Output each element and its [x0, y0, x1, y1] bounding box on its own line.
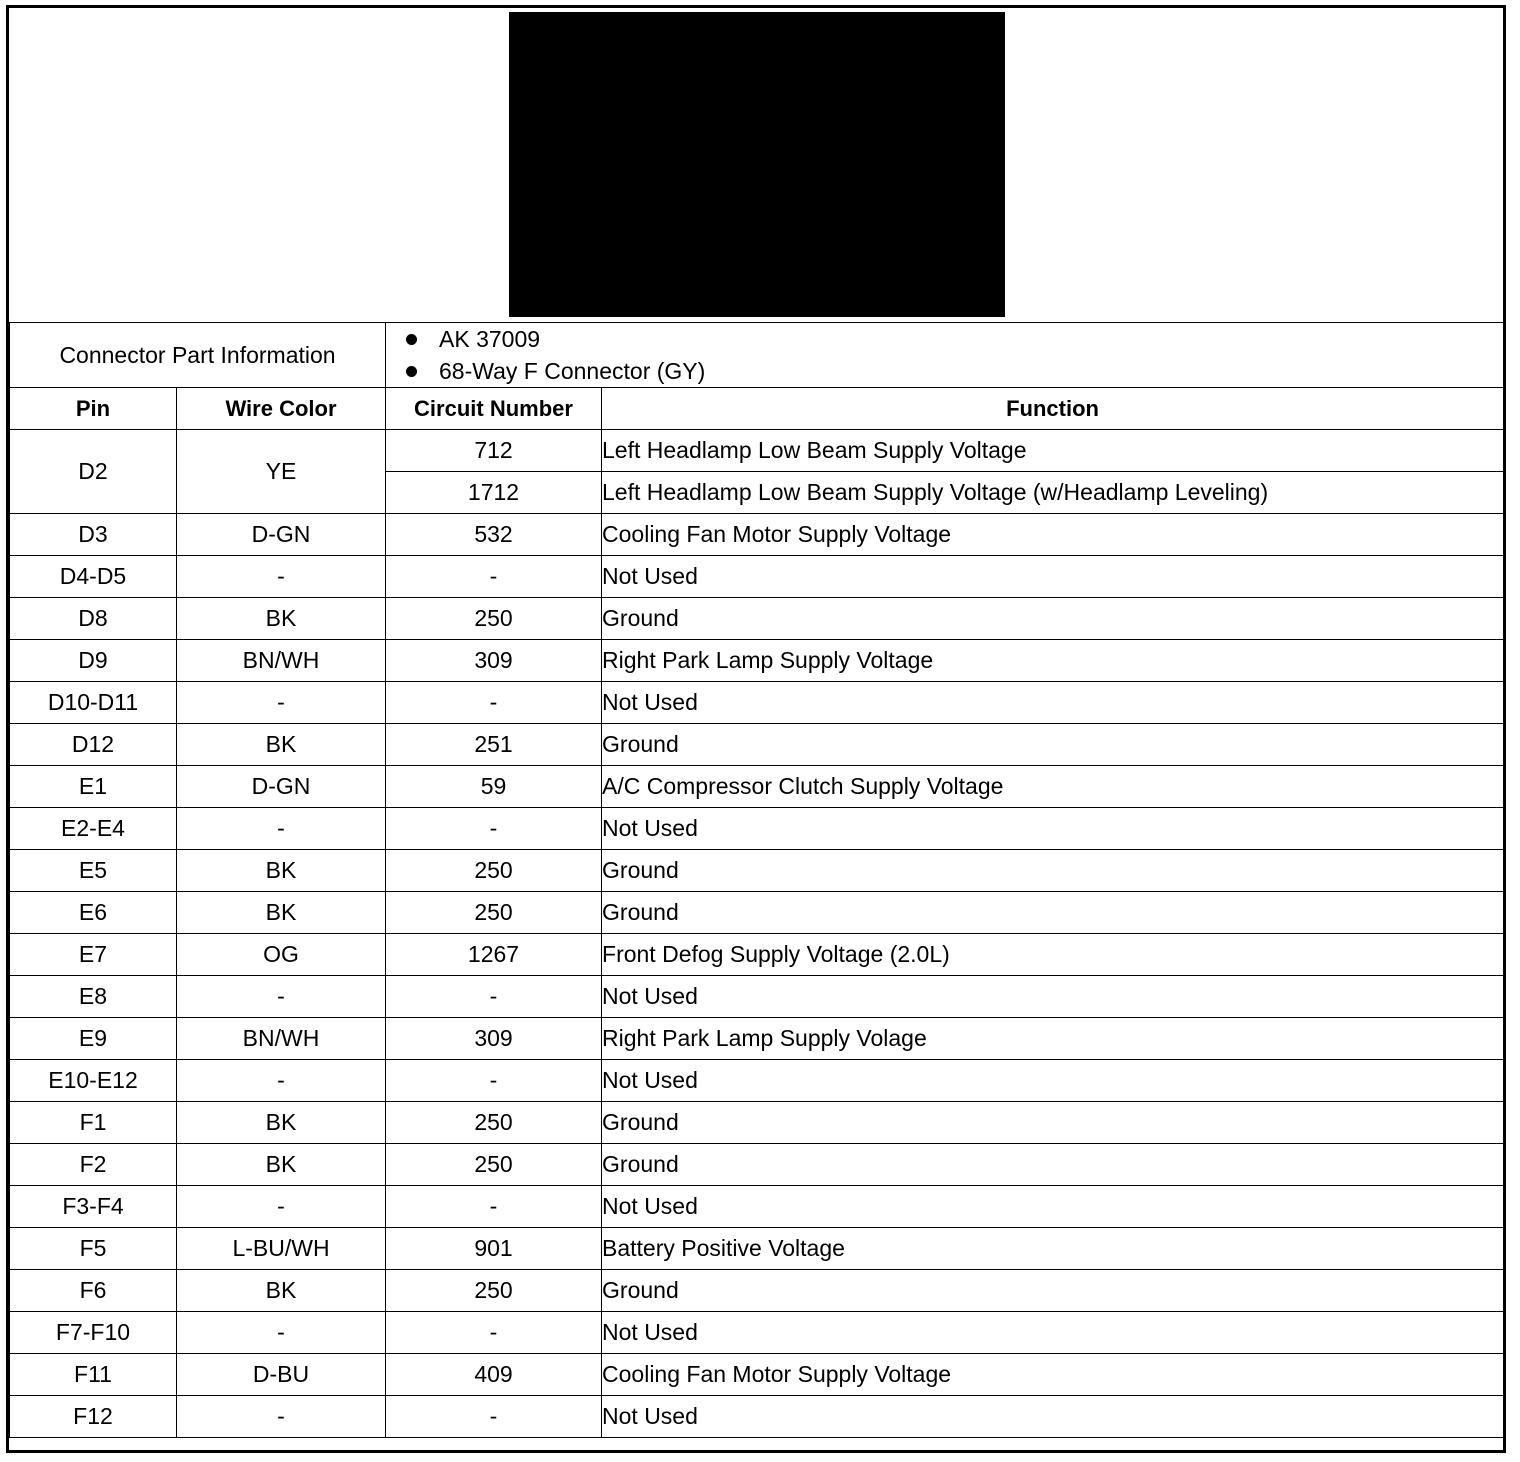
- table-row: [10, 1102, 1504, 1144]
- pin-cell: E10-E12: [10, 1060, 177, 1102]
- pin-cell: D12: [10, 724, 177, 766]
- function-cell: Ground: [602, 724, 1504, 766]
- table-row: [10, 514, 1504, 556]
- circuit-number-cell: 1267: [386, 934, 602, 976]
- pin-cell: D4-D5: [10, 556, 177, 598]
- table-row: [10, 1186, 1504, 1228]
- pin-cell: E6: [10, 892, 177, 934]
- connector-info-row: [10, 323, 1504, 388]
- function-cell: Ground: [602, 598, 1504, 640]
- circuit-number-cell: -: [386, 1396, 602, 1438]
- pin-cell: F11: [10, 1354, 177, 1396]
- function-cell: Not Used: [602, 682, 1504, 724]
- circuit-number-cell: -: [386, 1312, 602, 1354]
- table-row: [10, 976, 1504, 1018]
- function-cell: Ground: [602, 850, 1504, 892]
- pin-cell: D2: [10, 430, 177, 514]
- wire-color-cell: -: [177, 1312, 386, 1354]
- table-row: [10, 1396, 1504, 1438]
- wire-color-cell: BK: [177, 1102, 386, 1144]
- circuit-number-cell: 901: [386, 1228, 602, 1270]
- connector-image: [509, 12, 1005, 317]
- wire-color-cell: -: [177, 1186, 386, 1228]
- wire-color-cell: -: [177, 1396, 386, 1438]
- circuit-number-cell: 250: [386, 892, 602, 934]
- wire-color-cell: BK: [177, 892, 386, 934]
- function-cell: Not Used: [602, 976, 1504, 1018]
- pin-cell: E9: [10, 1018, 177, 1060]
- function-cell: Not Used: [602, 1060, 1504, 1102]
- circuit-number-cell: -: [386, 976, 602, 1018]
- header-pin: Pin: [10, 388, 177, 430]
- table-row: [10, 1312, 1504, 1354]
- wire-color-cell: BN/WH: [177, 1018, 386, 1060]
- pin-cell: F3-F4: [10, 1186, 177, 1228]
- bullet-icon: [406, 334, 417, 345]
- wire-color-cell: BK: [177, 598, 386, 640]
- wire-color-cell: D-GN: [177, 514, 386, 556]
- wire-color-cell: -: [177, 976, 386, 1018]
- wire-color-cell: -: [177, 682, 386, 724]
- pin-cell: E5: [10, 850, 177, 892]
- table-row: [10, 724, 1504, 766]
- circuit-number-cell: 409: [386, 1354, 602, 1396]
- circuit-number-cell: 712: [386, 430, 602, 472]
- function-cell: Not Used: [602, 808, 1504, 850]
- connector-info-item-text: AK 37009: [439, 325, 541, 352]
- header-wire-color: Wire Color: [177, 388, 386, 430]
- circuit-number-cell: 1712: [386, 472, 602, 514]
- pin-cell: D10-D11: [10, 682, 177, 724]
- pin-cell: F6: [10, 1270, 177, 1312]
- pin-cell: F7-F10: [10, 1312, 177, 1354]
- circuit-number-cell: -: [386, 808, 602, 850]
- table-row: [10, 1060, 1504, 1102]
- table-row: [10, 934, 1504, 976]
- pin-cell: F12: [10, 1396, 177, 1438]
- connector-image-area: [9, 8, 1503, 322]
- pin-cell: D9: [10, 640, 177, 682]
- circuit-number-cell: 250: [386, 1102, 602, 1144]
- wire-color-cell: BK: [177, 1144, 386, 1186]
- pin-cell: D3: [10, 514, 177, 556]
- pinout-table: [9, 322, 1504, 1438]
- function-cell: Not Used: [602, 1186, 1504, 1228]
- circuit-number-cell: 309: [386, 640, 602, 682]
- table-row: [10, 892, 1504, 934]
- header-circuit-number: Circuit Number: [386, 388, 602, 430]
- function-cell: Ground: [602, 1270, 1504, 1312]
- function-cell: Ground: [602, 892, 1504, 934]
- connector-end-view-sheet: [6, 5, 1506, 1453]
- function-cell: Ground: [602, 1102, 1504, 1144]
- circuit-number-cell: 250: [386, 850, 602, 892]
- table-row: [10, 598, 1504, 640]
- function-cell: Not Used: [602, 1312, 1504, 1354]
- circuit-number-cell: -: [386, 682, 602, 724]
- function-cell: Not Used: [602, 556, 1504, 598]
- pin-cell: E7: [10, 934, 177, 976]
- pin-cell: E8: [10, 976, 177, 1018]
- circuit-number-cell: 250: [386, 1144, 602, 1186]
- function-cell: A/C Compressor Clutch Supply Voltage: [602, 766, 1504, 808]
- header-row: [10, 388, 1504, 430]
- table-row: [10, 1228, 1504, 1270]
- function-cell: Cooling Fan Motor Supply Voltage: [602, 514, 1504, 556]
- function-cell: Left Headlamp Low Beam Supply Voltage (w/Headlamp Leveling): [602, 472, 1504, 514]
- table-row: [10, 682, 1504, 724]
- pin-cell: E2-E4: [10, 808, 177, 850]
- bullet-icon: [406, 366, 417, 377]
- connector-info-item: [406, 323, 1503, 355]
- function-cell: Ground: [602, 1144, 1504, 1186]
- circuit-number-cell: -: [386, 1060, 602, 1102]
- table-row: [10, 1018, 1504, 1060]
- function-cell: Right Park Lamp Supply Volage: [602, 1018, 1504, 1060]
- wire-color-cell: OG: [177, 934, 386, 976]
- wire-color-cell: -: [177, 1060, 386, 1102]
- circuit-number-cell: -: [386, 556, 602, 598]
- circuit-number-cell: 59: [386, 766, 602, 808]
- table-row: [10, 1144, 1504, 1186]
- pin-cell: F2: [10, 1144, 177, 1186]
- circuit-number-cell: -: [386, 1186, 602, 1228]
- wire-color-cell: YE: [177, 430, 386, 514]
- circuit-number-cell: 251: [386, 724, 602, 766]
- connector-info-label: Connector Part Information: [10, 323, 386, 388]
- wire-color-cell: BK: [177, 1270, 386, 1312]
- circuit-number-cell: 532: [386, 514, 602, 556]
- pin-cell: E1: [10, 766, 177, 808]
- circuit-number-cell: 250: [386, 598, 602, 640]
- table-row: [10, 1270, 1504, 1312]
- function-cell: Right Park Lamp Supply Voltage: [602, 640, 1504, 682]
- header-function: Function: [602, 388, 1504, 430]
- pin-cell: F5: [10, 1228, 177, 1270]
- function-cell: Left Headlamp Low Beam Supply Voltage: [602, 430, 1504, 472]
- wire-color-cell: BN/WH: [177, 640, 386, 682]
- table-row: [10, 1354, 1504, 1396]
- table-row: [10, 808, 1504, 850]
- table-row: [10, 640, 1504, 682]
- wire-color-cell: BK: [177, 850, 386, 892]
- table-row: [10, 850, 1504, 892]
- connector-info-item-text: 68-Way F Connector (GY): [439, 357, 706, 384]
- function-cell: Not Used: [602, 1396, 1504, 1438]
- wire-color-cell: -: [177, 556, 386, 598]
- table-row: [10, 430, 1504, 472]
- wire-color-cell: D-GN: [177, 766, 386, 808]
- wire-color-cell: L-BU/WH: [177, 1228, 386, 1270]
- pin-cell: F1: [10, 1102, 177, 1144]
- wire-color-cell: -: [177, 808, 386, 850]
- function-cell: Battery Positive Voltage: [602, 1228, 1504, 1270]
- table-row: [10, 556, 1504, 598]
- wire-color-cell: BK: [177, 724, 386, 766]
- pin-cell: D8: [10, 598, 177, 640]
- connector-info-item: [406, 355, 1503, 387]
- circuit-number-cell: 250: [386, 1270, 602, 1312]
- wire-color-cell: D-BU: [177, 1354, 386, 1396]
- table-row: [10, 766, 1504, 808]
- circuit-number-cell: 309: [386, 1018, 602, 1060]
- connector-info-list: [386, 323, 1504, 388]
- function-cell: Cooling Fan Motor Supply Voltage: [602, 1354, 1504, 1396]
- function-cell: Front Defog Supply Voltage (2.0L): [602, 934, 1504, 976]
